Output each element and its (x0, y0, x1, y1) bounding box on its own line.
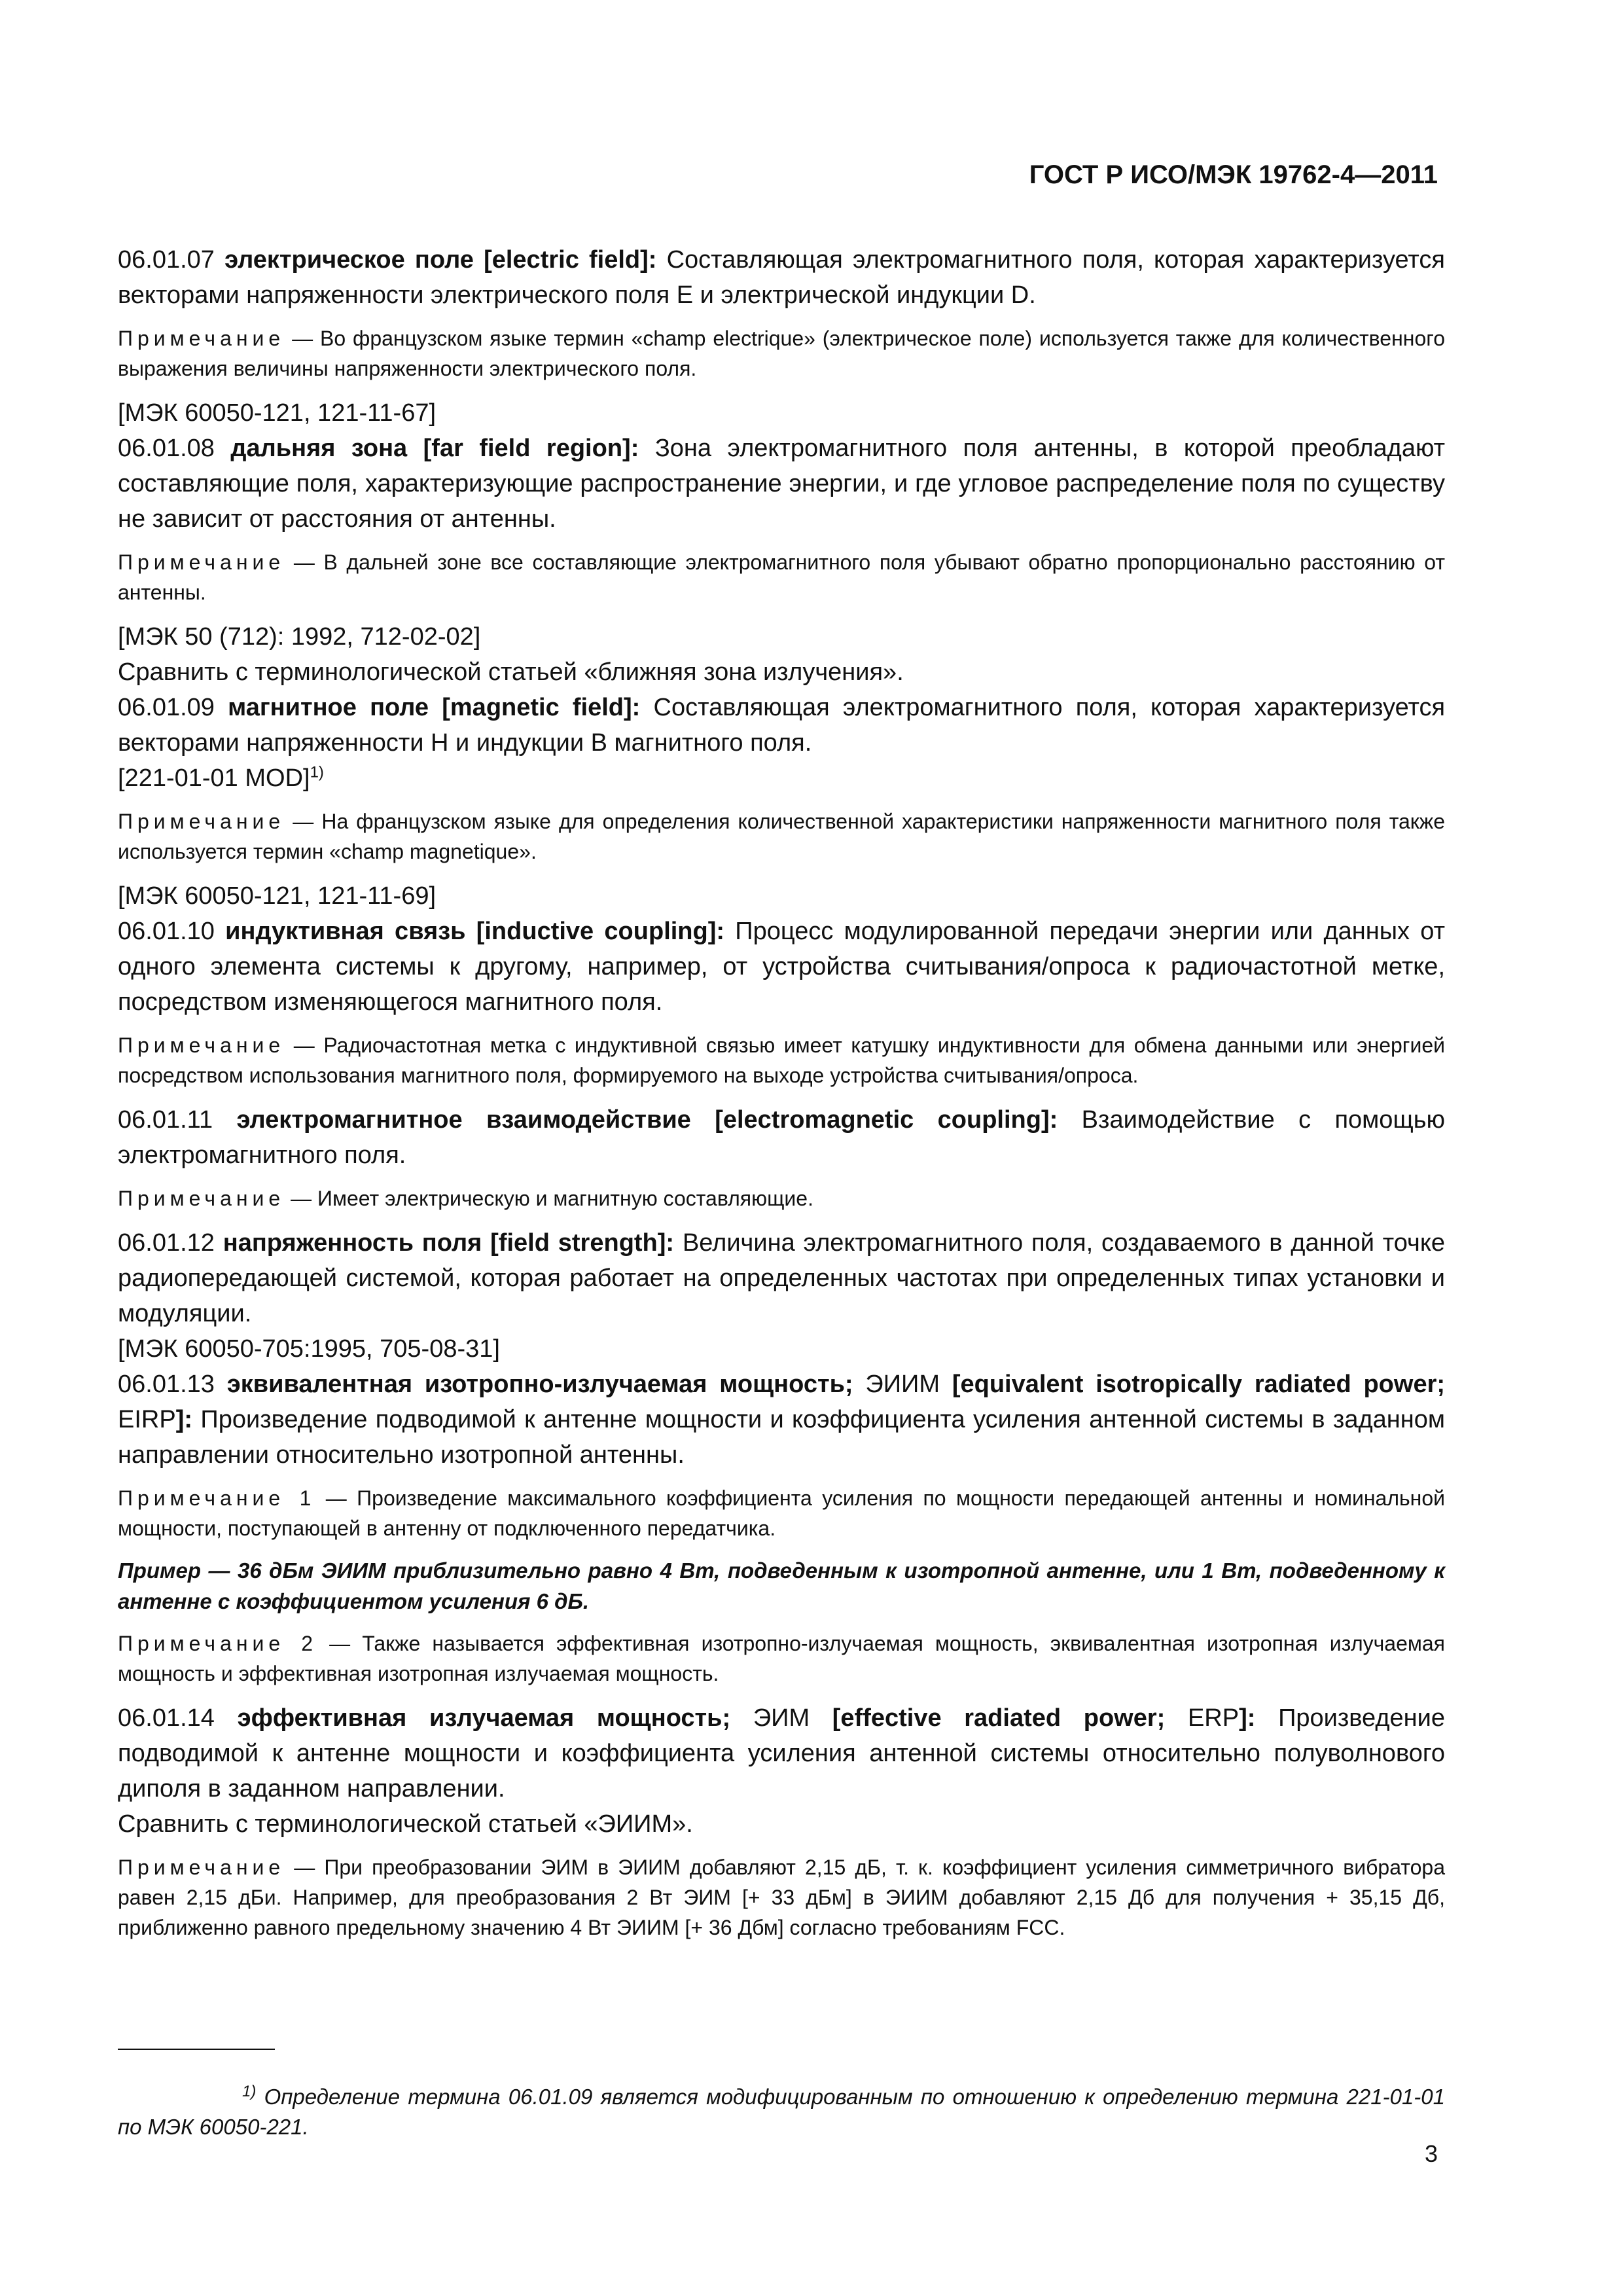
footnote-divider (118, 2049, 275, 2050)
term-definition: Составляющая электромагнитного поля, которая характеризуется векторами напряженности электрического поля E и электрической индукции D. (118, 246, 1445, 309)
document-body (118, 242, 1445, 1954)
note-06-01-09 (118, 806, 1445, 867)
note-06-01-10 (118, 1030, 1445, 1090)
term-definition: Произведение подводимой к антенне мощности и коэффициента усиления антенной системы в заданном направлении относительно изотропной антенны. (118, 1406, 1446, 1469)
note-06-01-07 (118, 323, 1445, 384)
note-text: — Радиочастотная метка с индуктивной связью имеет катушку индуктивности для обмена данными или энергией посредством использования магнитного поля, формируемого на выходе устройства считывания/опроса. (118, 1033, 1445, 1087)
term-title-english: [equivalent isotropically radiated power; (952, 1371, 1446, 1398)
term-title: напряженность поля [field strength]: (223, 1229, 675, 1257)
term-title-close: ]: (1239, 1704, 1256, 1732)
term-abbreviation: ЭИМ (753, 1704, 810, 1732)
term-entry-06-01-08 (118, 431, 1445, 537)
source-reference: [МЭК 60050-705:1995, 705-08-31] (118, 1335, 500, 1363)
term-title: дальняя зона [far field region]: (230, 435, 639, 462)
term-title-close: ]: (175, 1406, 193, 1433)
note-06-01-11 (118, 1183, 1445, 1213)
page-number: 3 (1424, 2140, 1438, 2167)
term-definition: Величина электромагнитного поля, создаваемого в данной точке радиопередающей системой, которая работает на определенных частотах при определенных типах установки и модуляции. (118, 1229, 1446, 1327)
term-title-english: [effective radiated power; (832, 1704, 1166, 1732)
footnote-marker: 1) (310, 763, 324, 781)
document-id-header: ГОСТ Р ИСО/МЭК 19762-4—2011 (1029, 160, 1438, 189)
term-number: 06.01.14 (118, 1704, 215, 1732)
cross-reference: Сравнить с терминологической статьей «ЭИИМ». (118, 1810, 693, 1838)
term-entry-06-01-14 (118, 1700, 1445, 1806)
note-2-06-01-13 (118, 1628, 1445, 1689)
example-06-01-13: Пример — 36 дБм ЭИИМ приблизительно равно 4 Вт, подведенным к изотропной антенне, или 1 Вт, подведенному к антенне с коэффициентом усиления 6 дБ. (118, 1558, 1445, 1613)
term-definition: Взаимодействие с помощью электромагнитного поля. (118, 1106, 1446, 1169)
term-number: 06.01.07 (118, 246, 215, 274)
term-number: 06.01.09 (118, 694, 215, 721)
term-definition: Произведение подводимой к антенне мощности и коэффициента усиления антенной системы относительно полуволнового диполя в заданном направлении. (118, 1704, 1446, 1803)
source-reference (118, 761, 1445, 796)
term-definition: Составляющая электромагнитного поля, которая характеризуется векторами напряженности H и индукции B магнитного поля. (118, 694, 1446, 757)
term-number: 06.01.10 (118, 918, 215, 945)
note-label: Примечание 1 (118, 1486, 316, 1510)
note-06-01-14 (118, 1852, 1445, 1943)
cross-reference: Сравнить с терминологической статьей «ближняя зона излучения». (118, 658, 904, 686)
note-text: — Также называется эффективная изотропно-излучаемая мощность, эквивалентная изотропная излучаемая мощность и эффективная изотропная излучаемая мощность. (118, 1632, 1446, 1685)
term-entry-06-01-13 (118, 1367, 1445, 1473)
note-label: Примечание (118, 810, 285, 833)
note-06-01-08 (118, 547, 1445, 607)
term-title: электромагнитное взаимодействие [electromagnetic coupling]: (236, 1106, 1058, 1134)
note-text: — Имеет электрическую и магнитную составляющие. (285, 1187, 813, 1210)
term-definition: Зона электромагнитного поля антенны, в которой преобладают составляющие поля, характеризующие распространение энергии, и где угловое распределение поля по существу не зависит от расстояния от антенны. (118, 435, 1446, 533)
note-text: — Произведение максимального коэффициента усиления по мощности передающей антенны и номинальной мощности, поступающей в антенну от подключенного передатчика. (118, 1486, 1446, 1540)
note-text: — Во французском языке термин «champ electrique» (электрическое поле) используется также для количественного выражения величины напряженности электрического поля. (118, 327, 1445, 380)
note-label: Примечание (118, 327, 285, 350)
source-reference: [МЭК 60050-121, 121-11-69] (118, 882, 437, 910)
term-entry-06-01-12 (118, 1225, 1445, 1331)
term-abbreviation-english: ERP (1187, 1704, 1240, 1732)
note-label: Примечание (118, 1033, 285, 1057)
term-number: 06.01.12 (118, 1229, 215, 1257)
note-text: — В дальней зоне все составляющие электромагнитного поля убывают обратно пропорционально расстоянию от антенны. (118, 550, 1445, 604)
term-entry-06-01-07 (118, 242, 1445, 313)
term-title: индуктивная связь [inductive coupling]: (225, 918, 725, 945)
term-number: 06.01.08 (118, 435, 215, 462)
term-entry-06-01-09 (118, 690, 1445, 761)
term-number: 06.01.13 (118, 1371, 215, 1398)
note-1-06-01-13 (118, 1483, 1445, 1543)
term-title: эквивалентная изотропно-излучаемая мощность; (226, 1371, 853, 1398)
note-text: — На французском языке для определения количественной характеристики напряженности магнитного поля также используется термин «champ magnetique». (118, 810, 1445, 863)
term-entry-06-01-10 (118, 914, 1445, 1020)
footnote (118, 2082, 1445, 2142)
source-reference: [МЭК 60050-121, 121-11-67] (118, 399, 437, 427)
note-label: Примечание (118, 1187, 285, 1210)
footnote-marker: 1) (242, 2083, 257, 2100)
note-label: Примечание (118, 550, 285, 574)
term-title: эффективная излучаемая мощность; (237, 1704, 731, 1732)
reference-text: [221-01-01 MOD] (118, 764, 310, 792)
term-title: магнитное поле [magnetic field]: (228, 694, 641, 721)
term-title: электрическое поле [electric field]: (224, 246, 657, 274)
term-definition: Процесс модулированной передачи энергии или данных от одного элемента системы к другому, например, от устройства считывания/опроса к радиочастотной метке, посредством изменяющегося магнитного поля. (118, 918, 1445, 1016)
source-reference: [МЭК 50 (712): 1992, 712-02-02] (118, 623, 481, 651)
term-entry-06-01-11 (118, 1102, 1445, 1173)
term-number: 06.01.11 (118, 1106, 213, 1134)
note-text: — При преобразовании ЭИМ в ЭИИМ добавляют 2,15 дБ, т. к. коэффициент усиления симметричного вибратора равен 2,15 дБи. Например, для преобразования 2 Вт ЭИМ [+ 33 дБм] в ЭИИМ добавляют 2,15 Дб для получения + 35,15 Дб, приближенно равного предельному значению 4 Вт ЭИИМ [+ 36 Дбм] согласно требованиям FCC. (118, 1856, 1445, 1939)
note-label: Примечание 2 (118, 1632, 318, 1655)
term-abbreviation-english: EIRP (118, 1406, 176, 1433)
footnote-text: Определение термина 06.01.09 является модифицированным по отношению к определению термина 221-01-01 по МЭК 60050-221. (118, 2085, 1445, 2139)
note-label: Примечание (118, 1856, 285, 1879)
term-abbreviation: ЭИИМ (865, 1371, 940, 1398)
